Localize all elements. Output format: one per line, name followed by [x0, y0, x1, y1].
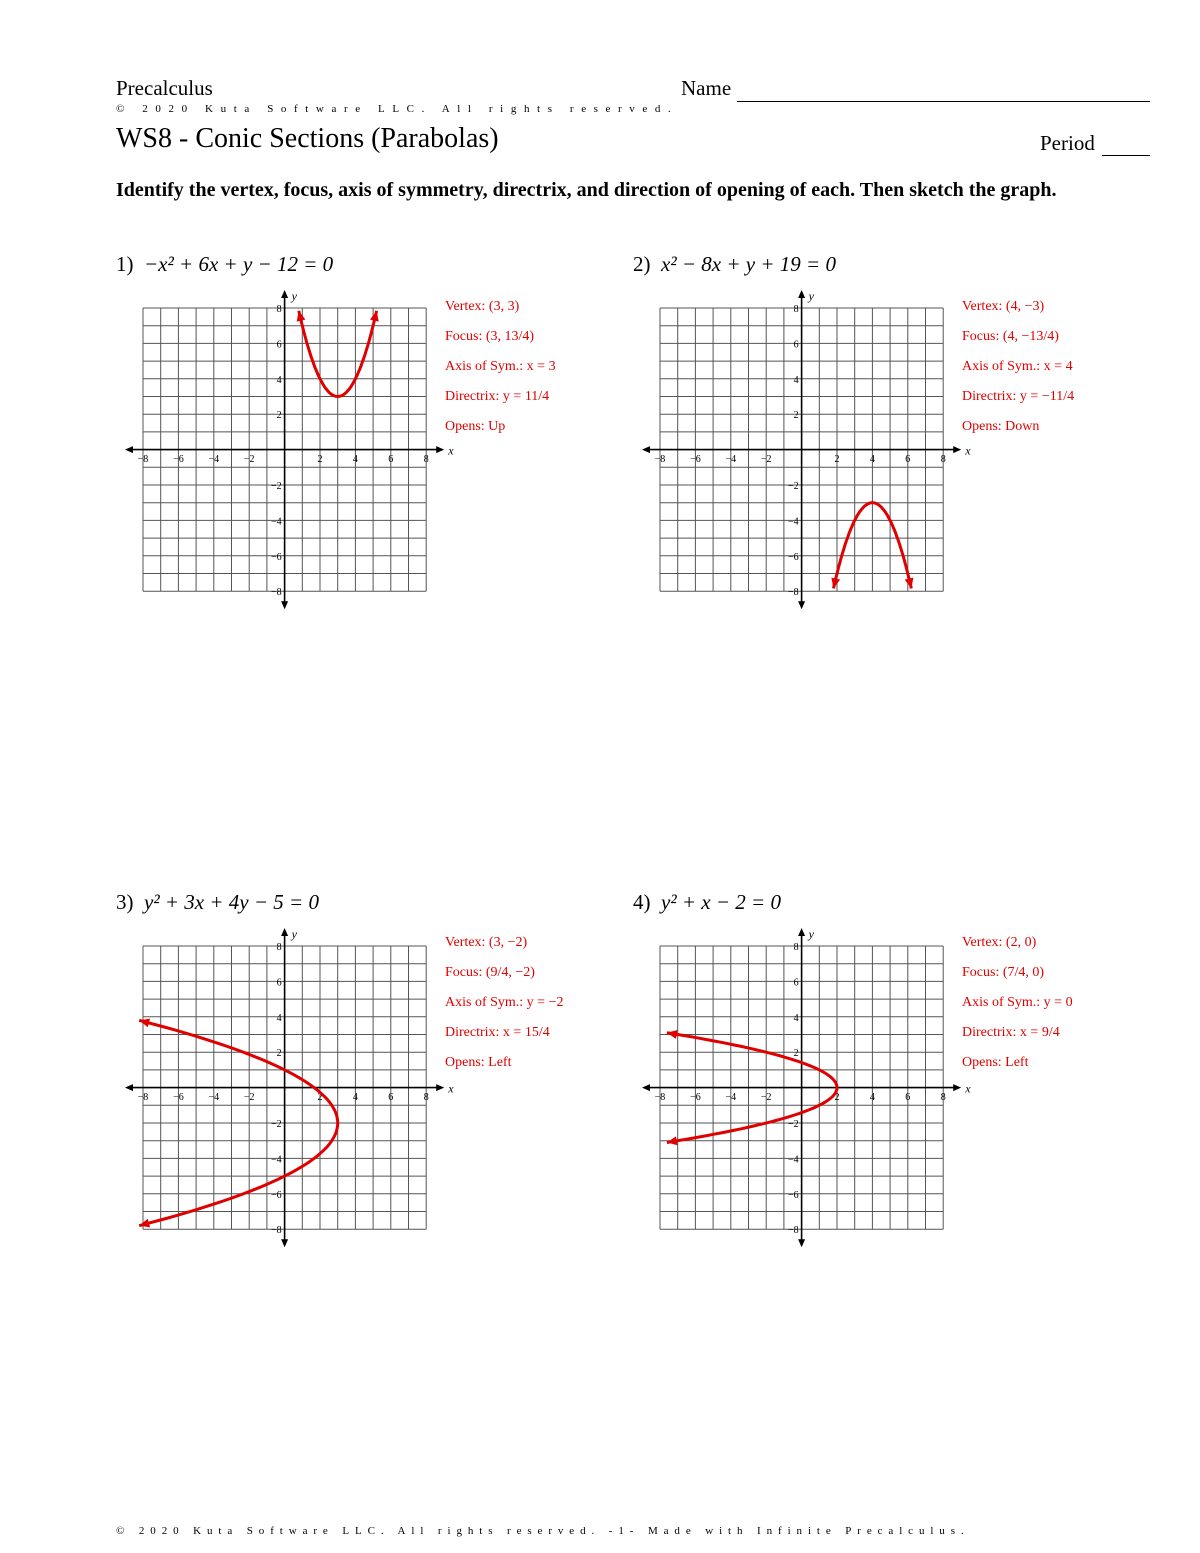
x-tick-label: 4	[352, 454, 358, 466]
y-axis-label: y	[291, 289, 297, 303]
y-tick-label: 6	[793, 339, 799, 351]
answer-directrix: Directrix: y = −11/4	[962, 389, 1075, 404]
problem-equation: x² − 8x + y + 19 = 0	[661, 252, 836, 276]
period-blank-line[interactable]	[1102, 155, 1150, 156]
y-tick-label: −2	[270, 1119, 282, 1130]
coordinate-graph-3	[118, 926, 454, 1256]
y-axis-arrow-down	[798, 601, 805, 609]
problem-equation: −x² + 6x + y − 12 = 0	[144, 252, 334, 276]
x-tick-label: 2	[834, 454, 840, 466]
y-tick-label: −4	[787, 516, 799, 528]
answer-opens: Opens: Left	[445, 1055, 512, 1070]
x-tick-label: 6	[905, 454, 911, 466]
answer-vertex: Vertex: (4, −3)	[962, 299, 1045, 314]
x-axis-label: x	[448, 443, 454, 458]
instructions: Identify the vertex, focus, axis of symmetry, directrix, and direction of opening of each. Then sketch the graph.	[116, 179, 1057, 201]
footer-copyright: © 2020 Kuta Software LLC. All rights reserved. -1- Made with Infinite Precalculus.	[116, 1525, 970, 1537]
x-tick-label: −2	[760, 454, 772, 466]
y-tick-label: 4	[793, 374, 799, 386]
y-tick-label: −8	[787, 1225, 799, 1237]
worksheet-title: WS8 - Conic Sections (Parabolas)	[116, 123, 499, 154]
x-tick-label: 6	[905, 1092, 911, 1104]
y-axis-arrow-up	[281, 290, 288, 298]
x-tick-label: −4	[208, 454, 220, 466]
y-tick-label: 4	[276, 1012, 282, 1024]
x-axis-label: x	[448, 1081, 454, 1096]
y-axis-arrow-down	[281, 1239, 288, 1247]
name-blank-line[interactable]	[737, 101, 1150, 102]
answers-1	[445, 292, 556, 442]
answer-directrix: Directrix: x = 15/4	[445, 1025, 550, 1040]
answer-directrix: Directrix: x = 9/4	[962, 1025, 1060, 1040]
y-axis-label: y	[808, 927, 814, 941]
x-tick-label: 6	[388, 454, 394, 466]
x-axis-arrow-left	[125, 1084, 133, 1091]
course-name: Precalculus	[116, 76, 213, 100]
x-tick-label: −6	[690, 454, 701, 466]
x-tick-label: −6	[173, 454, 184, 466]
y-tick-label: 4	[793, 1012, 799, 1024]
y-tick-label: −4	[787, 1154, 799, 1166]
answer-axis: Axis of Sym.: x = 3	[445, 359, 556, 374]
x-tick-label: 4	[869, 454, 875, 466]
y-tick-label: −6	[270, 551, 282, 563]
x-tick-label: −8	[137, 454, 149, 466]
y-tick-label: 2	[793, 1048, 799, 1060]
name-label: Name	[681, 76, 732, 100]
x-tick-label: 8	[940, 454, 946, 466]
y-axis-label: y	[291, 927, 297, 941]
problem-3	[116, 890, 319, 915]
x-tick-label: 2	[317, 1092, 323, 1104]
period-label: Period	[1040, 131, 1095, 155]
x-tick-label: 8	[423, 454, 429, 466]
x-tick-label: −4	[725, 454, 737, 466]
answer-axis: Axis of Sym.: x = 4	[962, 359, 1073, 374]
x-axis-arrow-right	[953, 446, 961, 453]
x-axis-arrow-left	[642, 1084, 650, 1091]
y-tick-label: 6	[276, 339, 282, 351]
x-tick-label: 6	[388, 1092, 394, 1104]
answer-focus: Focus: (7/4, 0)	[962, 965, 1045, 980]
y-axis-arrow-up	[798, 928, 805, 936]
y-tick-label: −2	[787, 1119, 799, 1130]
answer-opens: Opens: Up	[445, 419, 506, 434]
x-tick-label: −6	[690, 1092, 701, 1104]
problem-2	[633, 252, 836, 277]
x-tick-label: 2	[317, 454, 323, 466]
x-axis-arrow-left	[125, 446, 133, 453]
x-tick-label: 4	[352, 1092, 358, 1104]
answer-vertex: Vertex: (2, 0)	[962, 935, 1037, 950]
x-axis-label: x	[965, 443, 971, 458]
coordinate-graph-1	[118, 288, 454, 618]
problem-number: 4)	[633, 890, 651, 914]
y-tick-label: 4	[276, 374, 282, 386]
problem-1	[116, 252, 333, 277]
y-tick-label: −6	[787, 551, 799, 563]
y-tick-label: −8	[270, 1225, 282, 1237]
x-axis-arrow-right	[436, 446, 444, 453]
problem-number: 2)	[633, 252, 651, 276]
y-tick-label: −8	[787, 587, 799, 599]
y-tick-label: 2	[276, 1048, 282, 1060]
x-tick-label: −6	[173, 1092, 184, 1104]
y-tick-label: −6	[787, 1189, 799, 1201]
x-tick-label: −8	[654, 1092, 666, 1104]
y-tick-label: −4	[270, 1154, 282, 1166]
y-tick-label: −4	[270, 516, 282, 528]
y-tick-label: 6	[276, 977, 282, 989]
y-tick-label: 8	[276, 304, 282, 315]
answer-opens: Opens: Down	[962, 419, 1040, 434]
x-tick-label: −2	[243, 1092, 255, 1104]
answers-4	[962, 928, 1073, 1078]
x-tick-label: 8	[940, 1092, 946, 1104]
x-tick-label: −4	[208, 1092, 220, 1104]
problem-equation: y² + 3x + 4y − 5 = 0	[144, 890, 319, 914]
y-tick-label: −8	[270, 587, 282, 599]
x-tick-label: −2	[243, 454, 255, 466]
y-tick-label: 8	[276, 942, 282, 953]
x-axis-label: x	[965, 1081, 971, 1096]
y-tick-label: −2	[787, 481, 799, 492]
answer-opens: Opens: Left	[962, 1055, 1029, 1070]
copyright-notice: © 2020 Kuta Software LLC. All rights reserved.	[116, 103, 679, 115]
answer-axis: Axis of Sym.: y = −2	[445, 995, 564, 1010]
answer-vertex: Vertex: (3, 3)	[445, 299, 520, 314]
y-axis-arrow-up	[798, 290, 805, 298]
y-tick-label: 8	[793, 304, 799, 315]
x-tick-label: −4	[725, 1092, 737, 1104]
y-axis-arrow-down	[281, 601, 288, 609]
y-tick-label: 8	[793, 942, 799, 953]
x-tick-label: 2	[834, 1092, 840, 1104]
y-tick-label: 6	[793, 977, 799, 989]
y-axis-arrow-down	[798, 1239, 805, 1247]
y-tick-label: −6	[270, 1189, 282, 1201]
x-tick-label: −8	[654, 454, 666, 466]
x-tick-label: −2	[760, 1092, 772, 1104]
answer-focus: Focus: (3, 13/4)	[445, 329, 535, 344]
x-tick-label: 8	[423, 1092, 429, 1104]
x-tick-label: 4	[869, 1092, 875, 1104]
coordinate-graph-4	[635, 926, 971, 1256]
answer-vertex: Vertex: (3, −2)	[445, 935, 528, 950]
answers-3	[445, 928, 563, 1078]
answer-axis: Axis of Sym.: y = 0	[962, 995, 1073, 1010]
y-tick-label: −2	[270, 481, 282, 492]
problem-equation: y² + x − 2 = 0	[661, 890, 781, 914]
y-tick-label: 2	[793, 410, 799, 422]
x-axis-arrow-right	[436, 1084, 444, 1091]
answers-2	[962, 292, 1074, 442]
x-axis-arrow-right	[953, 1084, 961, 1091]
coordinate-graph-2	[635, 288, 971, 618]
x-tick-label: −8	[137, 1092, 149, 1104]
answer-focus: Focus: (4, −13/4)	[962, 329, 1059, 344]
problem-number: 3)	[116, 890, 134, 914]
answer-directrix: Directrix: y = 11/4	[445, 389, 550, 404]
x-axis-arrow-left	[642, 446, 650, 453]
y-tick-label: 2	[276, 410, 282, 422]
y-axis-label: y	[808, 289, 814, 303]
answer-focus: Focus: (9/4, −2)	[445, 965, 535, 980]
problem-4	[633, 890, 781, 915]
problem-number: 1)	[116, 252, 134, 276]
y-axis-arrow-up	[281, 928, 288, 936]
